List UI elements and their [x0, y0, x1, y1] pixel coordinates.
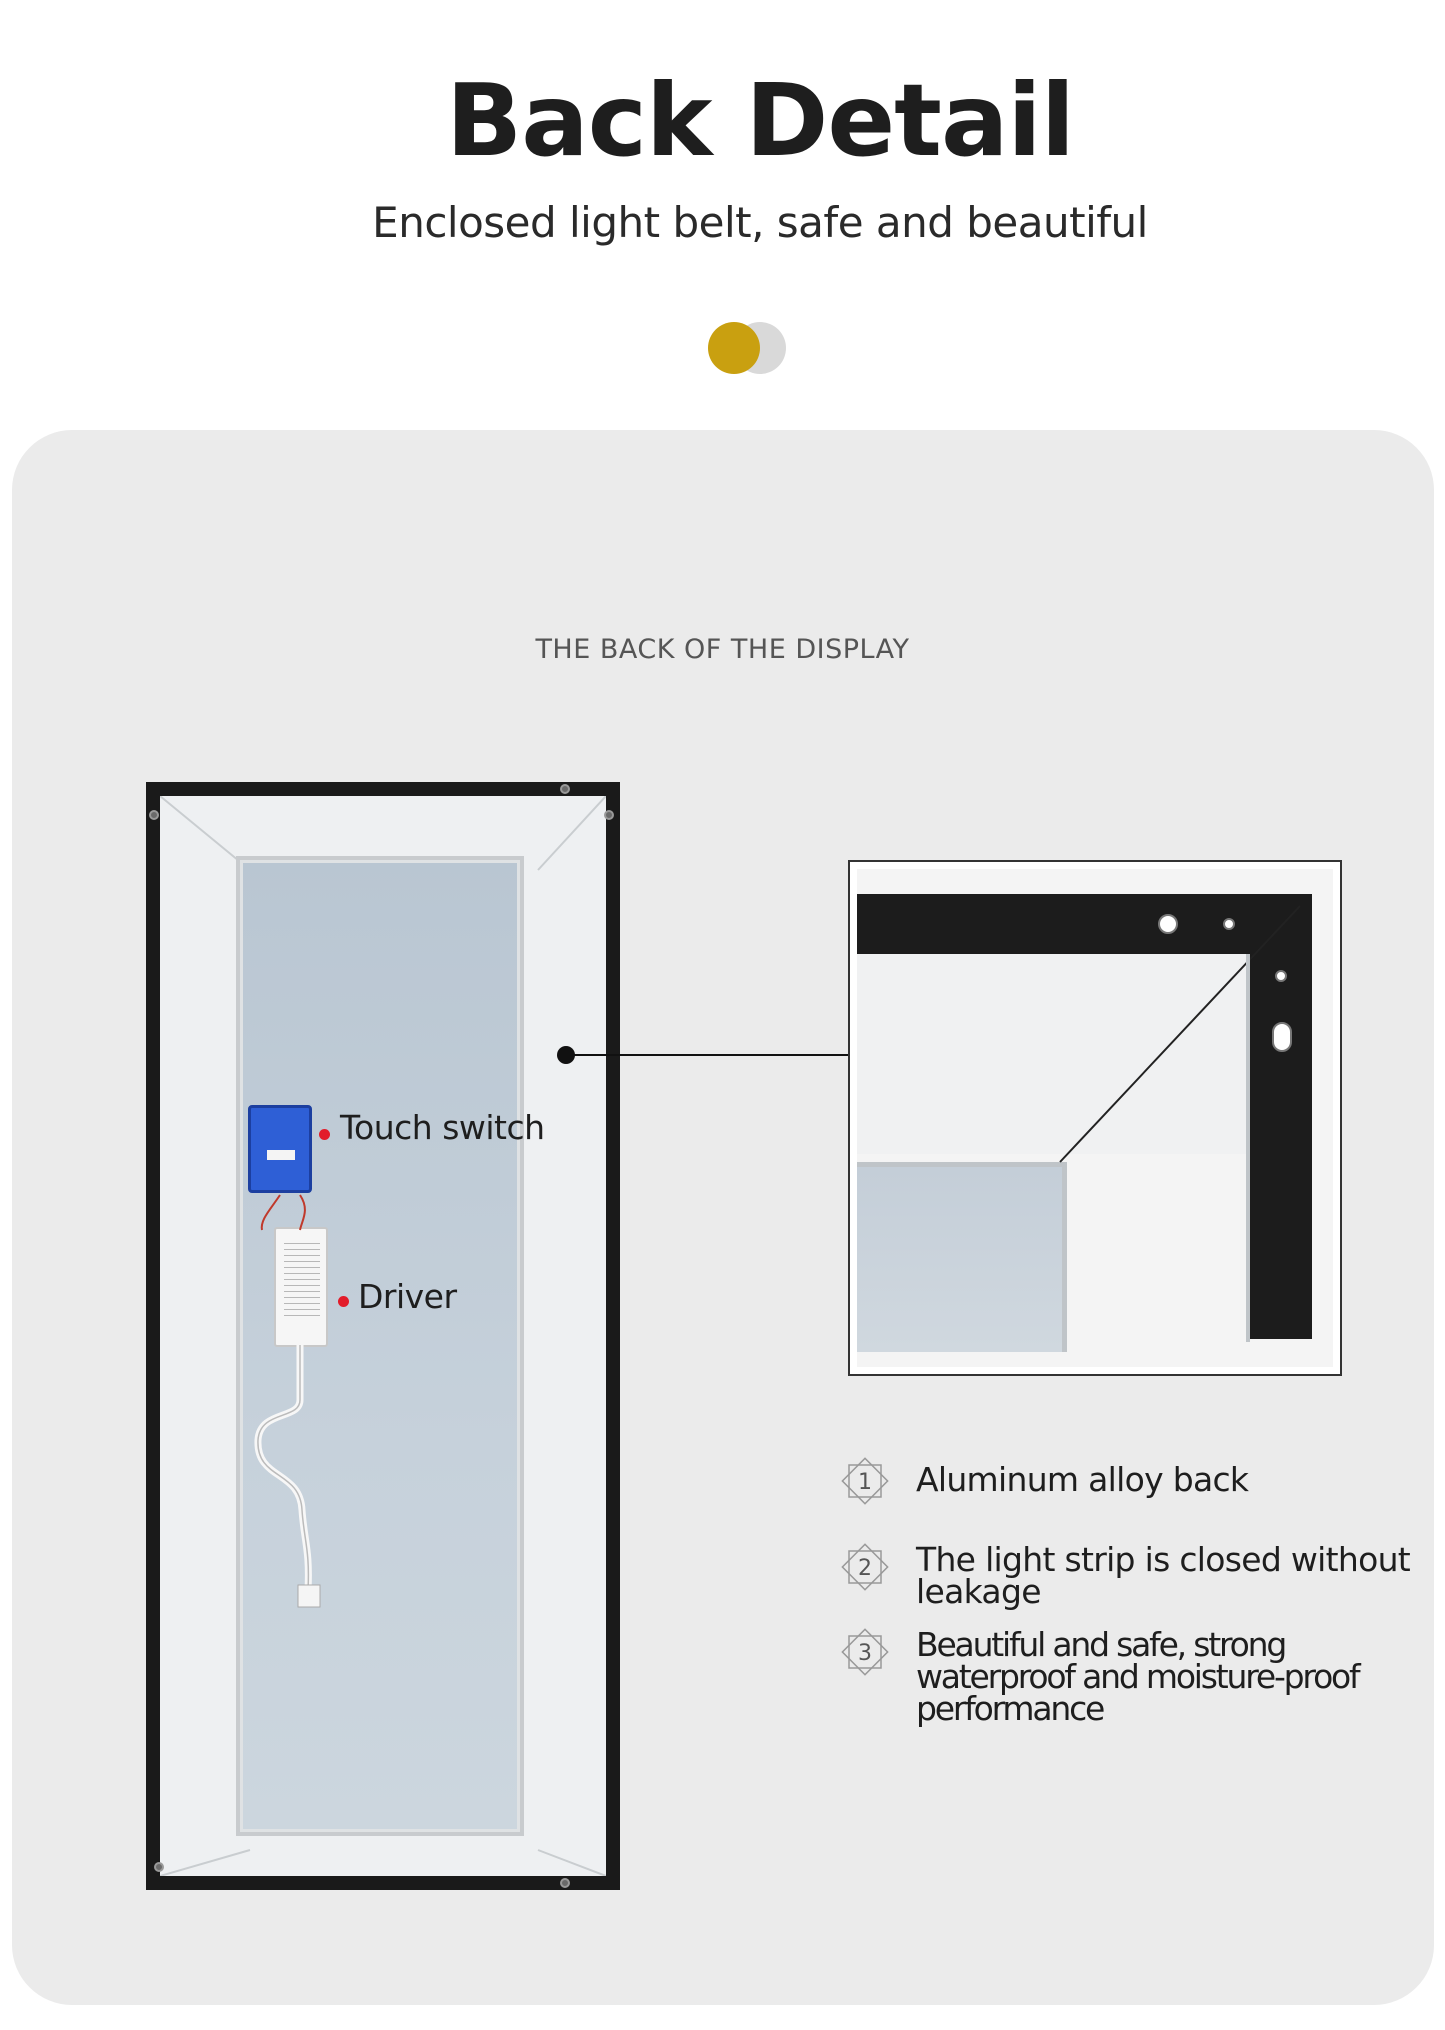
feature-text: Beautiful and safe, strong waterproof and moisture-proof performance [916, 1625, 1359, 1728]
callout-touch-switch: Touch switch [340, 1108, 545, 1147]
pager-dots [708, 322, 788, 376]
zoom-bevel-line [850, 862, 1342, 1376]
screw-icon [1275, 970, 1287, 982]
callout-driver: Driver [358, 1277, 457, 1316]
keyhole-icon [1272, 1022, 1292, 1052]
number-badge-icon [838, 1625, 892, 1679]
feature-text: The light strip is closed without leakage [916, 1540, 1411, 1611]
callout-dot-icon [338, 1296, 349, 1307]
page-subtitle: Enclosed light belt, safe and beautiful [372, 198, 1148, 247]
page-title: Back Detail [446, 62, 1074, 179]
panel-caption: THE BACK OF THE DISPLAY [535, 634, 910, 665]
touch-switch-module [248, 1105, 312, 1193]
keyhole-icon [1158, 914, 1178, 934]
number-badge-icon [838, 1540, 892, 1594]
callout-dot-icon [319, 1129, 330, 1140]
number-badge-icon [838, 1454, 892, 1508]
screw-icon [604, 810, 614, 820]
svg-text:1: 1 [858, 1470, 872, 1495]
mirror-back-image [146, 782, 620, 1890]
svg-text:2: 2 [858, 1556, 872, 1581]
feature-text: Aluminum alloy back [916, 1460, 1249, 1499]
screw-icon [560, 1878, 570, 1888]
screw-icon [149, 810, 159, 820]
svg-text:3: 3 [858, 1641, 872, 1666]
corner-zoom-detail [848, 860, 1342, 1376]
pager-dot-1-active[interactable] [708, 322, 760, 374]
screw-icon [154, 1862, 164, 1872]
screw-icon [560, 784, 570, 794]
power-cord [240, 1190, 350, 1610]
connector-line [566, 1054, 850, 1056]
screw-icon [1223, 918, 1235, 930]
